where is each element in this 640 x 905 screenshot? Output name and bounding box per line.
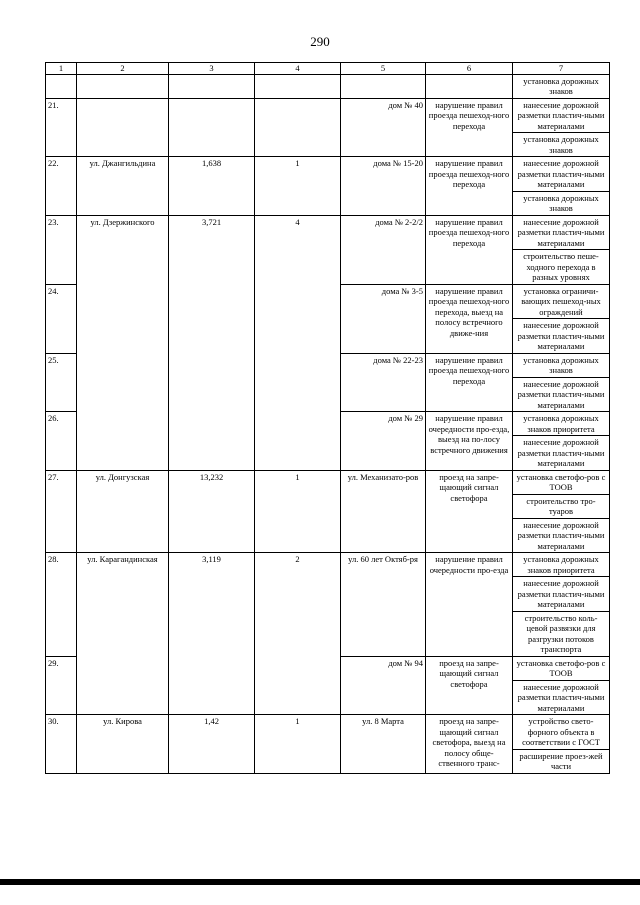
accident-count: 1 [255,470,341,553]
accident-count: 1 [255,157,341,216]
page-bottom-rule [0,879,640,885]
accident-count: 1 [255,715,341,774]
measure: установка светофо-ров с ТООВ [513,656,610,680]
violation: проезд на запре-щающий сигнал светофора [426,656,513,715]
measure: нанесение дорожной разметки пластич-ными материалами [513,680,610,715]
violation: нарушение правил проезда пешеход-ного перехода [426,157,513,216]
street-name: ул. Кирова [77,715,169,774]
row-number: 28. [46,553,77,657]
street-length [169,98,255,157]
header-row [46,63,610,75]
measure: строительство пеше-ходного перехода в разных уровнях [513,250,610,285]
violation [426,74,513,98]
measure: нанесение дорожной разметки пластич-ными материалами [513,518,610,553]
measure: нанесение дорожной разметки пластич-ными материалами [513,215,610,250]
location: дома № 3-5 [341,284,426,353]
measure: установка дорожных знаков [513,133,610,157]
measure: нанесение дорожной разметки пластич-ными материалами [513,577,610,612]
street-name: ул. Карагандинская [77,553,169,715]
location: дом № 40 [341,98,426,157]
accident-count: 4 [255,215,341,470]
location: дом № 29 [341,412,426,471]
row-number: 23. [46,215,77,284]
column-header: 5 [341,63,426,75]
measure: установка дорожных знаков приоритета [513,412,610,436]
row-number: 24. [46,284,77,353]
location [341,74,426,98]
street-length [169,74,255,98]
violation: нарушение правил очередности про-езда [426,553,513,657]
violation: нарушение правил очередности про-езда, выезд на по-лосу встречного движения [426,412,513,471]
measure: нанесение дорожной разметки пластич-ными материалами [513,436,610,471]
accident-count: 2 [255,553,341,715]
table-row [46,157,610,192]
table-row [46,553,610,577]
row-number: 26. [46,412,77,471]
location: ул. 8 Марта [341,715,426,774]
street-length: 3,119 [169,553,255,715]
table-row [46,74,610,98]
measure: установка дорожных знаков [513,353,610,377]
measure: установка дорожных знаков [513,191,610,215]
measure: установка светофо-ров с ТООВ [513,470,610,494]
row-number: 29. [46,656,77,715]
street-name [77,74,169,98]
location: ул. Механизато-ров [341,470,426,553]
row-number: 30. [46,715,77,774]
measure: нанесение дорожной разметки пластич-ными материалами [513,319,610,354]
column-header: 6 [426,63,513,75]
location: дом № 94 [341,656,426,715]
column-header: 7 [513,63,610,75]
location: дома № 22-23 [341,353,426,412]
column-header: 2 [77,63,169,75]
table-row [46,98,610,133]
measure: строительство тро-туаров [513,494,610,518]
street-name: ул. Донгузская [77,470,169,553]
row-number: 22. [46,157,77,216]
accident-count [255,74,341,98]
violation: нарушение правил проезда пешеход-ного перехода [426,98,513,157]
violation: проезд на запре-щающий сигнал светофора [426,470,513,553]
street-name: ул. Джангильдина [77,157,169,216]
table-row [46,215,610,250]
location: дома № 15-20 [341,157,426,216]
row-number: 25. [46,353,77,412]
street-length: 13,232 [169,470,255,553]
location: дома № 2-2/2 [341,215,426,284]
location: ул. 60 лет Октяб-ря [341,553,426,657]
violation: нарушение правил проезда пешеход-ного перехода [426,353,513,412]
column-header: 1 [46,63,77,75]
street-length: 1,638 [169,157,255,216]
measure: нанесение дорожной разметки пластич-ными материалами [513,98,610,133]
violation: нарушение правил проезда пешеход-ного перехода, выезд на полосу встречного движе-ния [426,284,513,353]
column-header: 4 [255,63,341,75]
street-name: ул. Дзержинского [77,215,169,470]
street-length: 3,721 [169,215,255,470]
street-length: 1,42 [169,715,255,774]
measure: расширение проез-жей части [513,749,610,773]
measure: установка дорожных знаков приоритета [513,553,610,577]
measure: нанесение дорожной разметки пластич-ными материалами [513,157,610,192]
data-table [45,62,610,774]
street-name [77,98,169,157]
measure: установка ограничи-вающих пешеход-ных ограждений [513,284,610,319]
column-header: 3 [169,63,255,75]
accident-count [255,98,341,157]
row-number: 27. [46,470,77,553]
page-number: 290 [310,34,330,49]
measure: строительство коль-цевой развязки для разгрузки потоков транспорта [513,611,610,656]
measure: установка дорожных знаков [513,74,610,98]
measure: устройство свето-форного объекта в соответствии с ГОСТ [513,715,610,750]
measure: нанесение дорожной разметки пластич-ными материалами [513,377,610,412]
table-row [46,470,610,494]
row-number: 21. [46,98,77,157]
violation: проезд на запре-щающий сигнал светофора, выезд на полосу обще-ственного транс- [426,715,513,774]
table-row [46,715,610,750]
violation: нарушение правил проезда пешеход-ного перехода [426,215,513,284]
row-number [46,74,77,98]
